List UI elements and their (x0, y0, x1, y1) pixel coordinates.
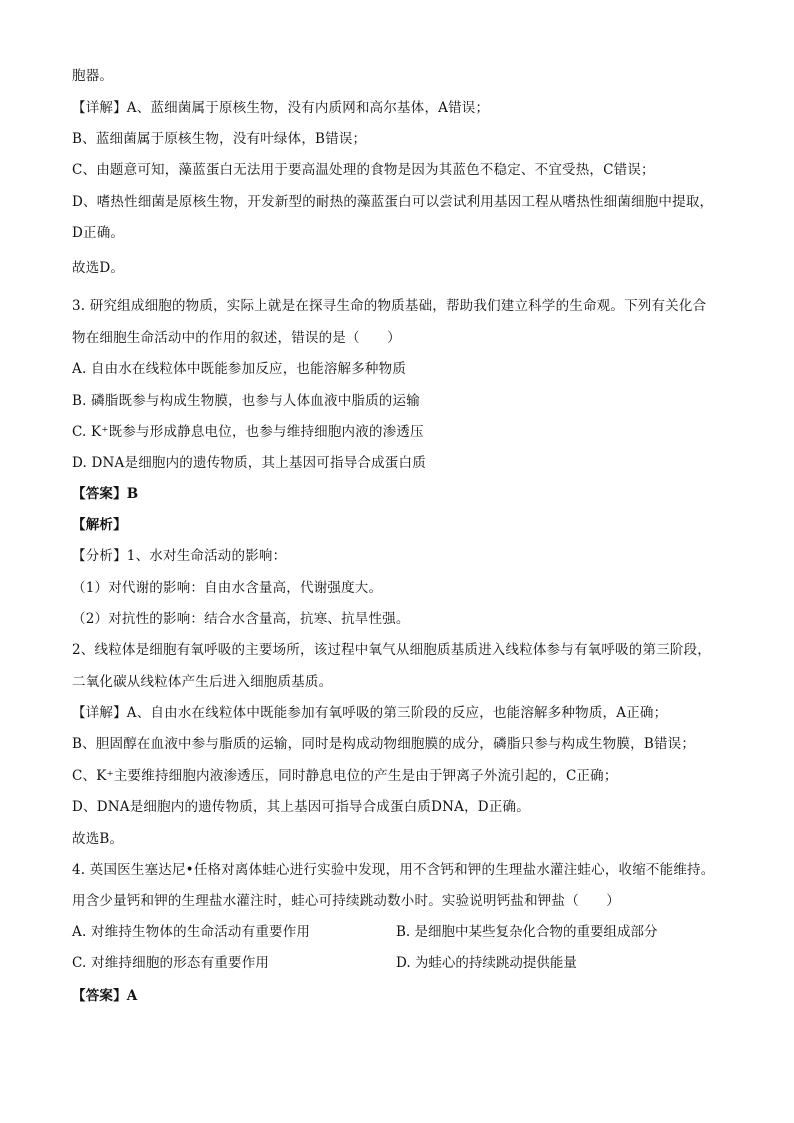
text-line: B、胆固醇在血液中参与脂质的运输，同时是构成动物细胞膜的成分，磷脂只参与构成生物膜，B错误； (72, 736, 696, 752)
text-line: 胞器。 (72, 68, 114, 84)
option-c: C. 对维持细胞的形态有重要作用 (72, 955, 270, 971)
text-line: D、DNA是细胞内的遗传物质，其上基因可指导合成蛋白质DNA，D正确。 (72, 799, 530, 815)
question-4-stem: 用含少量钙和钾的生理盐水灌注时，蛙心可持续跳动数小时。实验说明钙盐和钾盐（ ） (72, 893, 620, 909)
text-line: 故选D。 (72, 260, 125, 276)
text-line: D、嗜热性细菌是原核生物，开发新型的耐热的藻蓝蛋白可以尝试利用基因工程从嗜热性细菌细胞中提取， (72, 194, 714, 210)
option-b: B. 是细胞中某些复杂化合物的重要组成部分 (396, 924, 658, 940)
text-line: 二氧化碳从线粒体产生后进入细胞质基质。 (72, 674, 333, 690)
option-d: D. DNA是细胞内的遗传物质，其上基因可指导合成蛋白质 (72, 455, 426, 471)
text-line: D正确。 (72, 225, 125, 241)
option-d: D. 为蛙心的持续跳动提供能量 (396, 955, 577, 971)
text-line: B、蓝细菌属于原核生物，没有叶绿体，B错误； (72, 131, 367, 147)
answer-label: 【答案】B (72, 486, 139, 502)
option-a: A. 自由水在线粒体中既能参加反应，也能溶解多种物质 (72, 361, 407, 377)
text-line: C、K⁺主要维持细胞内液渗透压，同时静息电位的产生是由于钾离子外流引起的，C正确； (72, 768, 618, 784)
option-a: A. 对维持生物体的生命活动有重要作用 (72, 924, 311, 940)
text-line: C、由题意可知，藻蓝蛋白无法用于要高温处理的食物是因为其蓝色不稳定、不宜受热，C错误； (72, 162, 655, 178)
text-line: 【分析】1、水对生命活动的影响： (72, 548, 287, 564)
answer-label: 【答案】A (72, 988, 138, 1004)
option-b: B. 磷脂既参与构成生物膜，也参与人体血液中脂质的运输 (72, 393, 420, 409)
question-4-stem: 4. 英国医生塞达尼•任格对离体蛙心进行实验中发现，用不含钙和钾的生理盐水灌注蛙心，收缩不能维持。 (72, 862, 715, 878)
text-line: （1）对代谢的影响：自由水含量高，代谢强度大。 (72, 580, 383, 596)
question-3-stem: 3. 研究组成细胞的物质，实际上就是在探寻生命的物质基础，帮助我们建立科学的生命观。下列有关化合 (72, 298, 707, 314)
option-c: C. K⁺既参与形成静息电位，也参与维持细胞内液的渗透压 (72, 424, 424, 440)
question-3-stem: 物在细胞生命活动中的作用的叙述，错误的是（ ） (72, 330, 401, 346)
text-line: 【详解】A、自由水在线粒体中既能参加有氧呼吸的第三阶段的反应，也能溶解多种物质，A正确； (72, 705, 668, 721)
analysis-label: 【解析】 (72, 517, 127, 533)
text-line: 故选B。 (72, 831, 124, 847)
text-line: （2）对抗性的影响：结合水含量高，抗寒、抗旱性强。 (72, 611, 410, 627)
text-line: 2、线粒体是细胞有氧呼吸的主要场所，该过程中氧气从细胞质基质进入线粒体参与有氧呼吸的第三阶段， (72, 642, 711, 658)
text-line: 【详解】A、蓝细菌属于原核生物，没有内质网和高尔基体，A错误； (72, 100, 490, 116)
